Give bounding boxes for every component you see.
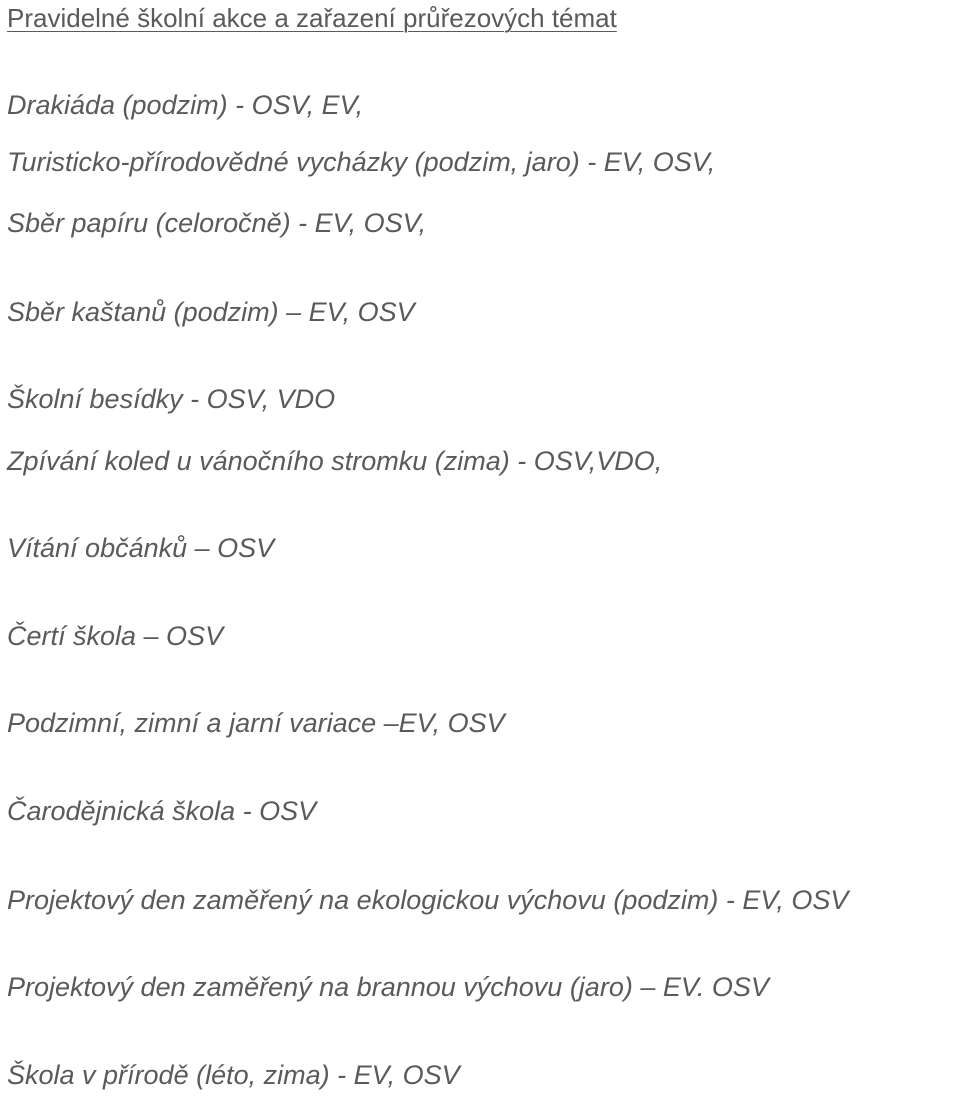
list-item: Drakiáda (podzim) - OSV, EV, (7, 90, 364, 120)
document-heading: Pravidelné školní akce a zařazení průřezových témat (7, 3, 617, 33)
list-item: Sběr kaštanů (podzim) – EV, OSV (7, 297, 415, 327)
list-item: Čarodějnická škola - OSV (7, 796, 317, 826)
list-item: Podzimní, zimní a jarní variace –EV, OSV (7, 708, 505, 738)
list-item: Projektový den zaměřený na brannou výchovu (jaro) – EV. OSV (7, 972, 769, 1002)
list-item: Škola v přírodě (léto, zima) - EV, OSV (7, 1060, 460, 1090)
list-item: Vítání občánků – OSV (7, 533, 275, 563)
list-item: Sběr papíru (celoročně) - EV, OSV, (7, 208, 427, 238)
list-item: Projektový den zaměřený na ekologickou výchovu (podzim) - EV, OSV (7, 885, 849, 915)
list-item: Zpívání koled u vánočního stromku (zima) - OSV,VDO, (7, 446, 663, 476)
list-item: Čertí škola – OSV (7, 621, 224, 651)
list-item: Školní besídky - OSV, VDO (7, 384, 336, 414)
list-item: Turisticko-přírodovědné vycházky (podzim, jaro) - EV, OSV, (7, 147, 716, 177)
